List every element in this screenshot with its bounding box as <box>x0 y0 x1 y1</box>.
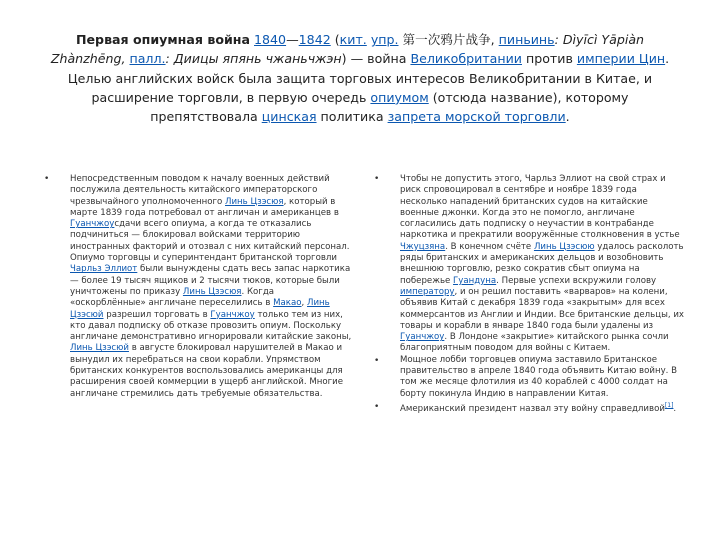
text: . Первые успехи вскружили голову <box>496 275 657 286</box>
link-pinyin[interactable]: пиньинь <box>498 32 555 47</box>
dash: — <box>286 32 299 47</box>
footnote-ref-1[interactable]: [1] <box>664 401 674 409</box>
left-column-text <box>70 174 352 400</box>
text: . Целью английских войск была защита торговых интересов Великобритании в Китае, и расширение торговли, в первую очередь <box>67 51 670 105</box>
link-charles-elliot[interactable]: Чарльз Эллиот <box>70 264 138 275</box>
article-title: Первая опиумная война <box>75 32 250 47</box>
link-guangzhou-2[interactable]: Гуанчжоу <box>210 309 255 320</box>
bullet-right-3: • <box>374 402 380 412</box>
bullet-right-1: • <box>374 174 380 184</box>
link-1840[interactable]: 1840 <box>254 32 287 47</box>
intro-paragraph <box>38 30 682 126</box>
text: сдачи всего опиума, а когда те отказались подчиниться — блокировал войсками территорию иностранных факторий и отозвал с них китайский персонал. Опиумо торговцы и суперинтендант британской торговли <box>70 219 350 264</box>
link-qing[interactable]: империи Цин <box>576 51 666 67</box>
text: ) — война <box>341 51 411 67</box>
link-guangzhou[interactable]: Гуанчжоу <box>70 219 115 230</box>
pinyin-text: : Dìyīcì Yāpiàn Zhànzhēng, <box>50 32 645 67</box>
link-zhujiang[interactable]: Чжуцзяна <box>400 241 446 252</box>
link-lin-zexu-5[interactable]: Линь Цзэсюю <box>533 241 595 252</box>
text: . <box>565 109 570 125</box>
text: Чтобы не допустить этого, Чарльз Эллиот на свой страх и риск спровоцировал в сентябре и ноябре 1839 года несколько нападений британских судов на китайские военные джонки. Когда это не помогло, англичане согласились дать подписку о неучастии в контрабанде наркотика и прекратили вооружённые столкновения в устье <box>400 174 680 241</box>
text: были вынуждены сдать весь запас наркотика — более 19 тысяч ящиков и 2 тысячи тюков, которые были уничтожены по приказу <box>70 264 351 297</box>
right-paragraph-1 <box>400 174 685 355</box>
link-sea-trade-ban[interactable]: запрета морской торговли <box>387 109 566 125</box>
bullet-right-2: • <box>374 356 380 366</box>
link-upr[interactable]: упр. <box>370 32 399 47</box>
link-qing-adj[interactable]: цинская <box>261 109 317 125</box>
text: . В конечном счёте <box>445 241 534 252</box>
text: , и он решил поставить «варваров» на колени, объявив Китай с декабря 1839 года «закрытым» для всех коммерсантов из Англии и Индии. Все британские дельцы, их товары и корабли в январе 1840 года были удалены из <box>400 286 685 331</box>
text: ( <box>330 32 340 47</box>
bullet-left-1: • <box>44 174 50 184</box>
link-emperor[interactable]: императору <box>400 286 455 297</box>
link-lin-zexu[interactable]: Линь Цзэсюя <box>225 196 284 207</box>
text: , который в марте 1839 года потребовал от англичан и американцев в <box>70 196 339 218</box>
text: политика <box>316 109 388 125</box>
right-paragraph-3 <box>400 400 685 415</box>
link-guangdong[interactable]: Гуандуна <box>453 275 497 286</box>
link-1842[interactable]: 1842 <box>298 32 331 47</box>
right-paragraph-2: Мощное лобби торговцев опиума заставило Британское правительство в апреле 1840 года объявить Китаю войну. В том же месяце флотилия из 40 кораблей с 4000 солдат на борту покинула Индию в направлении Китая. <box>400 354 678 399</box>
link-lin-zexu-4[interactable]: Линь Цзэсюй <box>70 343 129 354</box>
chinese-name: 第一次鸦片战争, <box>398 32 499 47</box>
link-lin-zexu-3[interactable]: Линь Цзэсюй <box>70 298 330 320</box>
text: (отсюда название), которому препятствовала <box>150 89 629 125</box>
text: . В Лондоне «закрытие» китайского рынка сочли благоприятным поводом для войны с Китаем. <box>400 332 669 354</box>
text: только тем из них, кто давал подписку об отказе провозить опиум. Поскольку англичане демонстративно игнорировали китайские законы, <box>70 309 352 343</box>
text: разрешил торговать в <box>103 309 211 320</box>
pall-text: : Диицы япянь чжаньчжэн <box>165 51 342 67</box>
link-opium[interactable]: опиумом <box>370 89 429 105</box>
link-guangzhou-3[interactable]: Гуанчжоу <box>400 332 445 343</box>
link-pall[interactable]: палл. <box>129 51 166 67</box>
text: . <box>673 403 677 414</box>
text: . Когда «оскорблённые» англичане переселились в <box>70 286 275 309</box>
text: против <box>522 51 577 67</box>
text: Американский президент назвал эту войну справедливой <box>400 403 665 414</box>
link-uk[interactable]: Великобритании <box>410 51 522 67</box>
link-macau[interactable]: Макао <box>273 298 302 309</box>
text: Непосредственным поводом к началу военных действий послужила деятельность китайского императорского чрезвычайного уполномоченного <box>70 174 330 207</box>
link-lin-zexu-2[interactable]: Линь Цзэсюя <box>182 286 242 297</box>
text: удалось расколоть ряды британских и американских дельцов и возобновить внешнюю торговлю, резко сократив сбыт опиума на побережье <box>400 241 684 286</box>
right-column-text <box>400 174 685 415</box>
link-kit[interactable]: кит. <box>339 32 367 47</box>
text: в августе блокировал нарушителей в Макао и вынудил их перебраться на свои корабли. Упрямством британских конкурентов воспользовались американцы для расширения своей коммерции в ущерб английской. Многие англичане стремились дать требуемые обязательства. <box>70 343 344 399</box>
text: , <box>301 298 307 309</box>
